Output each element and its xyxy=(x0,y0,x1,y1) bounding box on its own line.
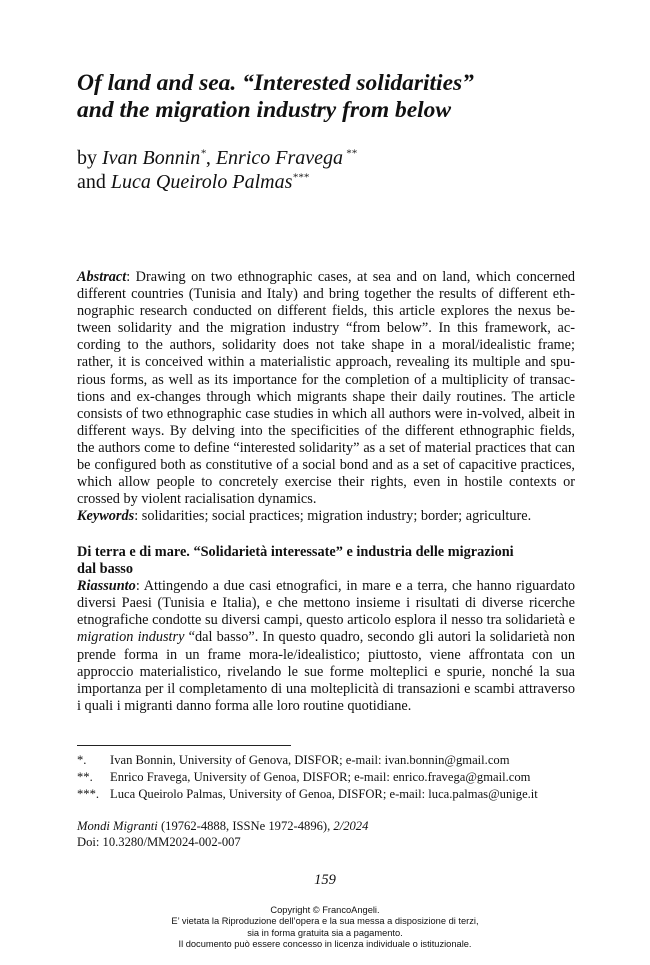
footnote-1 xyxy=(77,752,577,769)
author-mark-1: * xyxy=(200,147,206,160)
abstract-section xyxy=(77,269,575,525)
author-list xyxy=(77,146,357,194)
footnote-mark: *. xyxy=(77,753,87,767)
title-line-2: and the migration industry from below xyxy=(77,97,452,123)
riassunto-label: Riassunto xyxy=(77,578,136,595)
italian-title-line-1: Di terra e di mare. “Solidarietà interessate” e industria delle migrazioni xyxy=(77,544,514,560)
abstract-text: : Drawing on two ethnographic cases, at sea and on land, which concerned different countries (Tunisia and Italy) and bring together the results of different ethnographic research conducted on different fields, this article explores the nexus between solidarity and the migration industry “from below”. In this framework, according to the authors, solidarity does not take shape in a moral/idealistic frame; rather, it is conceived within a materialistic approach, revealing its multiple and spurious forms, as well as its importance for the completion of a multiplicity of transactions and ex-changes through which migrants shape their daily routines. The article consists of two ethnographic case studies in which all authors were in-volved, albeit in different ways. By delving into the specificities of the different ethnographic fields, the authors come to define “interested solidarity” as a set of material practices that can be configured both as constitutive of a social bond and as a set of capacitive practices, which allow people to concretely exercise their rights, even in hostile contexts or crossed by violent racialisation dynamics. xyxy=(77,269,575,508)
copyright-line-3: sia in forma gratuita sia a pagamento. xyxy=(247,927,403,938)
italian-title xyxy=(77,544,575,578)
footnote-text: Ivan Bonnin, University of Genova, xyxy=(110,753,295,767)
italian-abstract-section xyxy=(77,544,575,715)
author-name-2: Enrico Fravega xyxy=(215,147,343,169)
and-word: and xyxy=(77,171,106,193)
abstract-label: Abstract xyxy=(77,269,127,285)
author-separator: , xyxy=(205,147,216,169)
citation-line xyxy=(77,818,368,834)
footnote-mark: ***. xyxy=(77,787,100,801)
italian-abstract-paragraph xyxy=(77,578,575,715)
footnote-text: Luca Queirolo Palmas, University of Genoa, xyxy=(110,787,339,801)
footnote-department: DISFOR xyxy=(294,753,340,767)
footnote-email: ; e-mail: enrico.fravega@gmail.com xyxy=(347,770,531,784)
author-mark-3: *** xyxy=(292,171,309,184)
copyright-line-2: E’ vietata la Riproduzione dell’opera e la sua messa a disposizione di terzi, xyxy=(171,916,479,927)
footnotes xyxy=(77,752,577,803)
keywords-paragraph xyxy=(77,508,575,525)
keywords-label: Keywords xyxy=(77,508,135,525)
footnote-2 xyxy=(77,769,577,786)
author-name-1: Ivan Bonnin xyxy=(102,147,201,169)
author-name-3: Luca Queirolo Palmas xyxy=(110,171,293,193)
footnote-divider xyxy=(77,745,291,746)
copyright-line-1: Copyright © FrancoAngeli. xyxy=(270,905,380,915)
italian-title-line-2: dal basso xyxy=(77,561,134,578)
footnote-department: DISFOR xyxy=(302,770,348,784)
journal-issn: (19762-4888, ISSNe 1972-4896), xyxy=(157,819,334,833)
abstract-paragraph xyxy=(77,269,575,508)
author-line-1 xyxy=(77,146,357,170)
author-mark-2: ** xyxy=(343,147,357,160)
article-title xyxy=(77,70,597,124)
page-number: 159 xyxy=(314,872,336,888)
by-word: by xyxy=(77,147,97,169)
footnote-email: ; e-mail: ivan.bonnin@gmail.com xyxy=(339,753,510,767)
footnote-3 xyxy=(77,786,577,803)
riassunto-text-a: : Attingendo a due casi etnografici, in mare e a terra, che hanno riguardato diversi Paesi (Tunisia e Italia), e che mettono insieme i risultati di diverse ricerche etnografiche condotte su diversi campi, questo articolo esplora il nesso tra solidarietà e xyxy=(77,578,575,629)
riassunto-italic-term: migration industry xyxy=(77,629,185,646)
footnote-text: Enrico Fravega, University of Genoa, xyxy=(110,770,303,784)
riassunto-text-b: “dal basso”. In questo quadro, secondo gli autori la solidarietà non prende forma in un frame mora-le/idealistico; piuttosto, viene affrontata con un approccio materialistico, rivelando le sue forme molteplici e spurie, nonché la sua importanza per il completamento di una molteplicità di transazioni e scambi attraverso i quali i migranti danno forma alle loro routine quotidiane. xyxy=(77,629,575,714)
footnote-department: DISFOR xyxy=(338,787,383,801)
doi-line: Doi: 10.3280/MM2024-002-007 xyxy=(77,835,241,849)
journal-issue: 2/2024 xyxy=(333,819,369,833)
author-line-2 xyxy=(77,170,357,194)
copyright-notice xyxy=(0,905,650,951)
footnote-mark: **. xyxy=(77,770,93,784)
journal-name: Mondi Migranti xyxy=(77,819,158,833)
title-line-1: Of land and sea. “Interested solidarities” xyxy=(77,70,474,96)
keywords-text: : solidarities; social practices; migration industry; border; agriculture. xyxy=(134,508,532,525)
footnote-email: ; e-mail: luca.palmas@unige.it xyxy=(382,787,538,801)
copyright-line-4: Il documento può essere concesso in licenza individuale o istituzionale. xyxy=(178,939,472,950)
journal-citation xyxy=(77,818,368,850)
